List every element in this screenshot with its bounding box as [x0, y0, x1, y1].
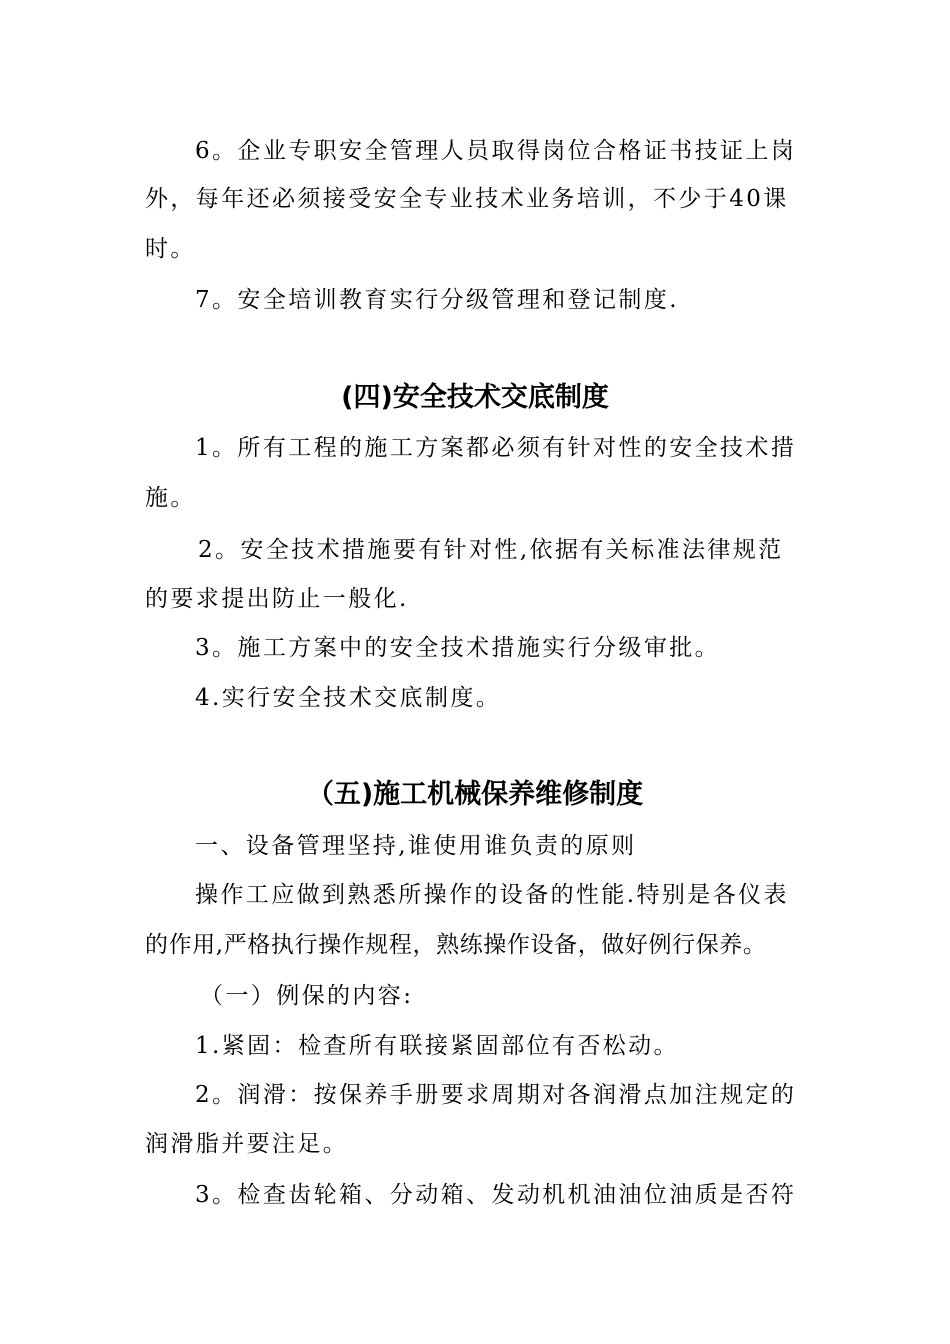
- paragraph-line: 外，每年还必须接受安全专业技术业务培训，不少于40课: [145, 186, 789, 212]
- section-heading: （五)施工机械保养维修制度: [306, 779, 644, 810]
- paragraph-line: 2。润滑：按保养手册要求周期对各润滑点加注规定的: [195, 1082, 797, 1108]
- paragraph-line: 7。安全培训教育实行分级管理和登记制度.: [195, 287, 679, 313]
- paragraph-line: 的作用,严格执行操作规程，熟练操作设备，做好例行保养。: [145, 932, 767, 958]
- paragraph-line: 4.实行安全技术交底制度。: [195, 685, 502, 711]
- paragraph-line: 的要求提出防止一般化.: [145, 586, 409, 612]
- paragraph-line: （一）例保的内容:: [200, 983, 414, 1009]
- section-heading: (四)安全技术交底制度: [341, 382, 609, 413]
- paragraph-line: 操作工应做到熟悉所操作的设备的性能.特别是各仪表: [195, 882, 789, 908]
- paragraph-line: 1.紧固：检查所有联接紧固部位有否松动。: [195, 1033, 679, 1059]
- paragraph-line: 一、设备管理坚持,谁使用谁负责的原则: [195, 833, 637, 859]
- paragraph-line: 3。检查齿轮箱、分动箱、发动机机油油位油质是否符: [195, 1182, 797, 1208]
- paragraph-line: 6。企业专职安全管理人员取得岗位合格证书技证上岗: [195, 138, 797, 164]
- paragraph-line: 2。安全技术措施要有针对性,依据有关标准法律规范: [198, 537, 784, 563]
- paragraph-line: 1。所有工程的施工方案都必须有针对性的安全技术措: [195, 435, 797, 461]
- paragraph-line: 时。: [145, 236, 196, 262]
- paragraph-line: 3。施工方案中的安全技术措施实行分级审批。: [195, 635, 721, 661]
- paragraph-line: 润滑脂并要注足。: [145, 1131, 349, 1157]
- paragraph-line: 施。: [145, 485, 196, 511]
